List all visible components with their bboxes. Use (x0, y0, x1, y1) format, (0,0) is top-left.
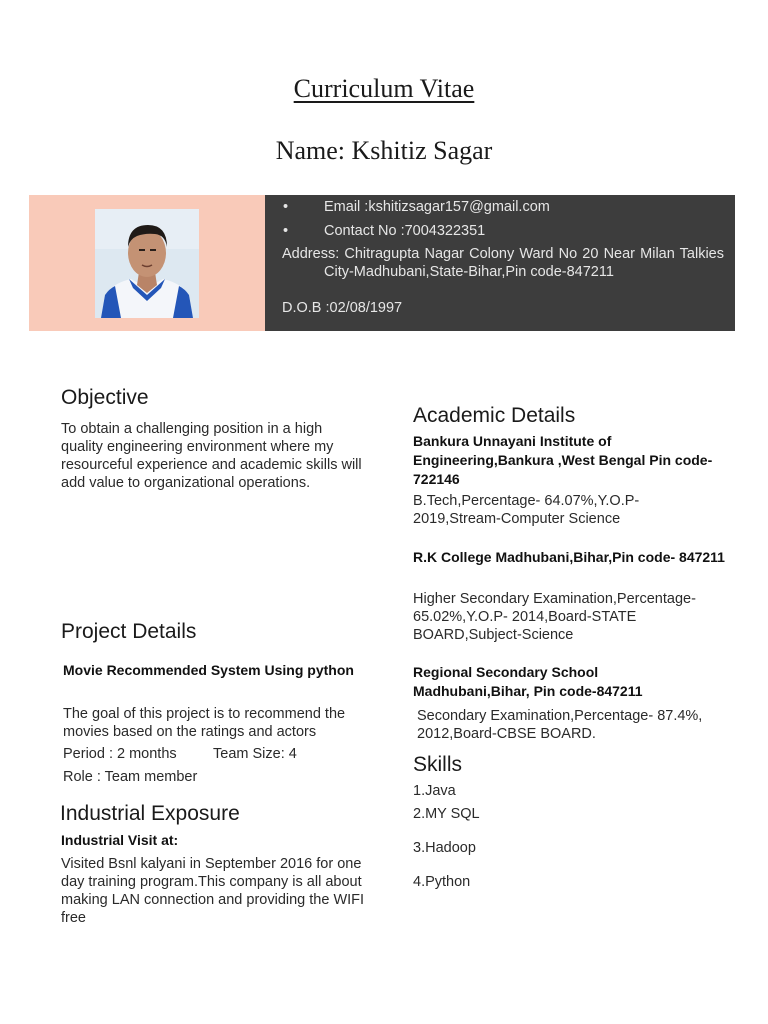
skill-item: 1.Java (413, 783, 456, 799)
name-label: Name: (275, 136, 345, 165)
skill-item: 2.MY SQL (413, 806, 480, 822)
dob-text: D.O.B :02/08/1997 (282, 300, 403, 316)
objective-heading: Objective (61, 386, 149, 409)
candidate-name-line (0, 136, 768, 166)
bullet-icon: • (283, 223, 289, 239)
institution-details: Secondary Examination,Percentage- 87.4%, 2012,Board-CBSE BOARD. (417, 708, 703, 742)
institution-name: Bankura Unnayani Institute of Engineering,Bankura ,West Bengal Pin code-722146 (413, 433, 713, 487)
project-team-size: Team Size: 4 (213, 746, 297, 762)
project-period: Period : 2 months (63, 746, 177, 762)
profile-photo-illustration (95, 209, 199, 318)
profile-photo (95, 209, 199, 318)
industrial-subheading: Industrial Visit at: (61, 832, 179, 848)
address-text: Address: Chitragupta Nagar Colony Ward No 20 Near Milan Talkies City-Madhubani,State-Bihar,Pin code-847211 (282, 246, 724, 280)
candidate-name: Kshitiz Sagar (351, 136, 493, 165)
project-role: Role : Team member (63, 769, 198, 785)
institution-name: Regional Secondary School Madhubani,Bihar, Pin code-847211 (413, 664, 643, 699)
skills-heading: Skills (413, 753, 463, 776)
objective-text: To obtain a challenging position in a high quality engineering environment where my resourceful experience and academic skills will add value to organizational operations. (61, 421, 362, 491)
skill-item: 3.Hadoop (413, 840, 476, 856)
photo-panel (29, 195, 265, 331)
industrial-text: Visited Bsnl kalyani in September 2016 for one day training program.This company is all about making LAN connection and providing the WIFI free (61, 856, 365, 926)
institution-name: R.K College Madhubani,Bihar,Pin code- 847211 (413, 549, 725, 565)
email-text: Email :kshitizsagar157@gmail.com (324, 199, 550, 215)
institution-details: Higher Secondary Examination,Percentage- 65.02%,Y.O.P- 2014,Board-STATE BOARD,Subject-Science (413, 591, 696, 643)
contact-panel (265, 195, 735, 331)
academic-heading: Academic Details (413, 404, 576, 427)
skill-item: 4.Python (413, 874, 471, 890)
project-title: Movie Recommended System Using python (63, 662, 354, 678)
institution-details: B.Tech,Percentage- 64.07%,Y.O.P- 2019,Stream-Computer Science (413, 493, 640, 527)
header-band (29, 195, 735, 331)
project-heading: Project Details (61, 620, 197, 643)
project-description: The goal of this project is to recommend the movies based on the ratings and actors (63, 706, 346, 740)
phone-text: Contact No :7004322351 (324, 223, 486, 239)
document-title: Curriculum Vitae (293, 74, 475, 103)
bullet-icon: • (283, 199, 289, 215)
industrial-heading: Industrial Exposure (60, 802, 240, 825)
